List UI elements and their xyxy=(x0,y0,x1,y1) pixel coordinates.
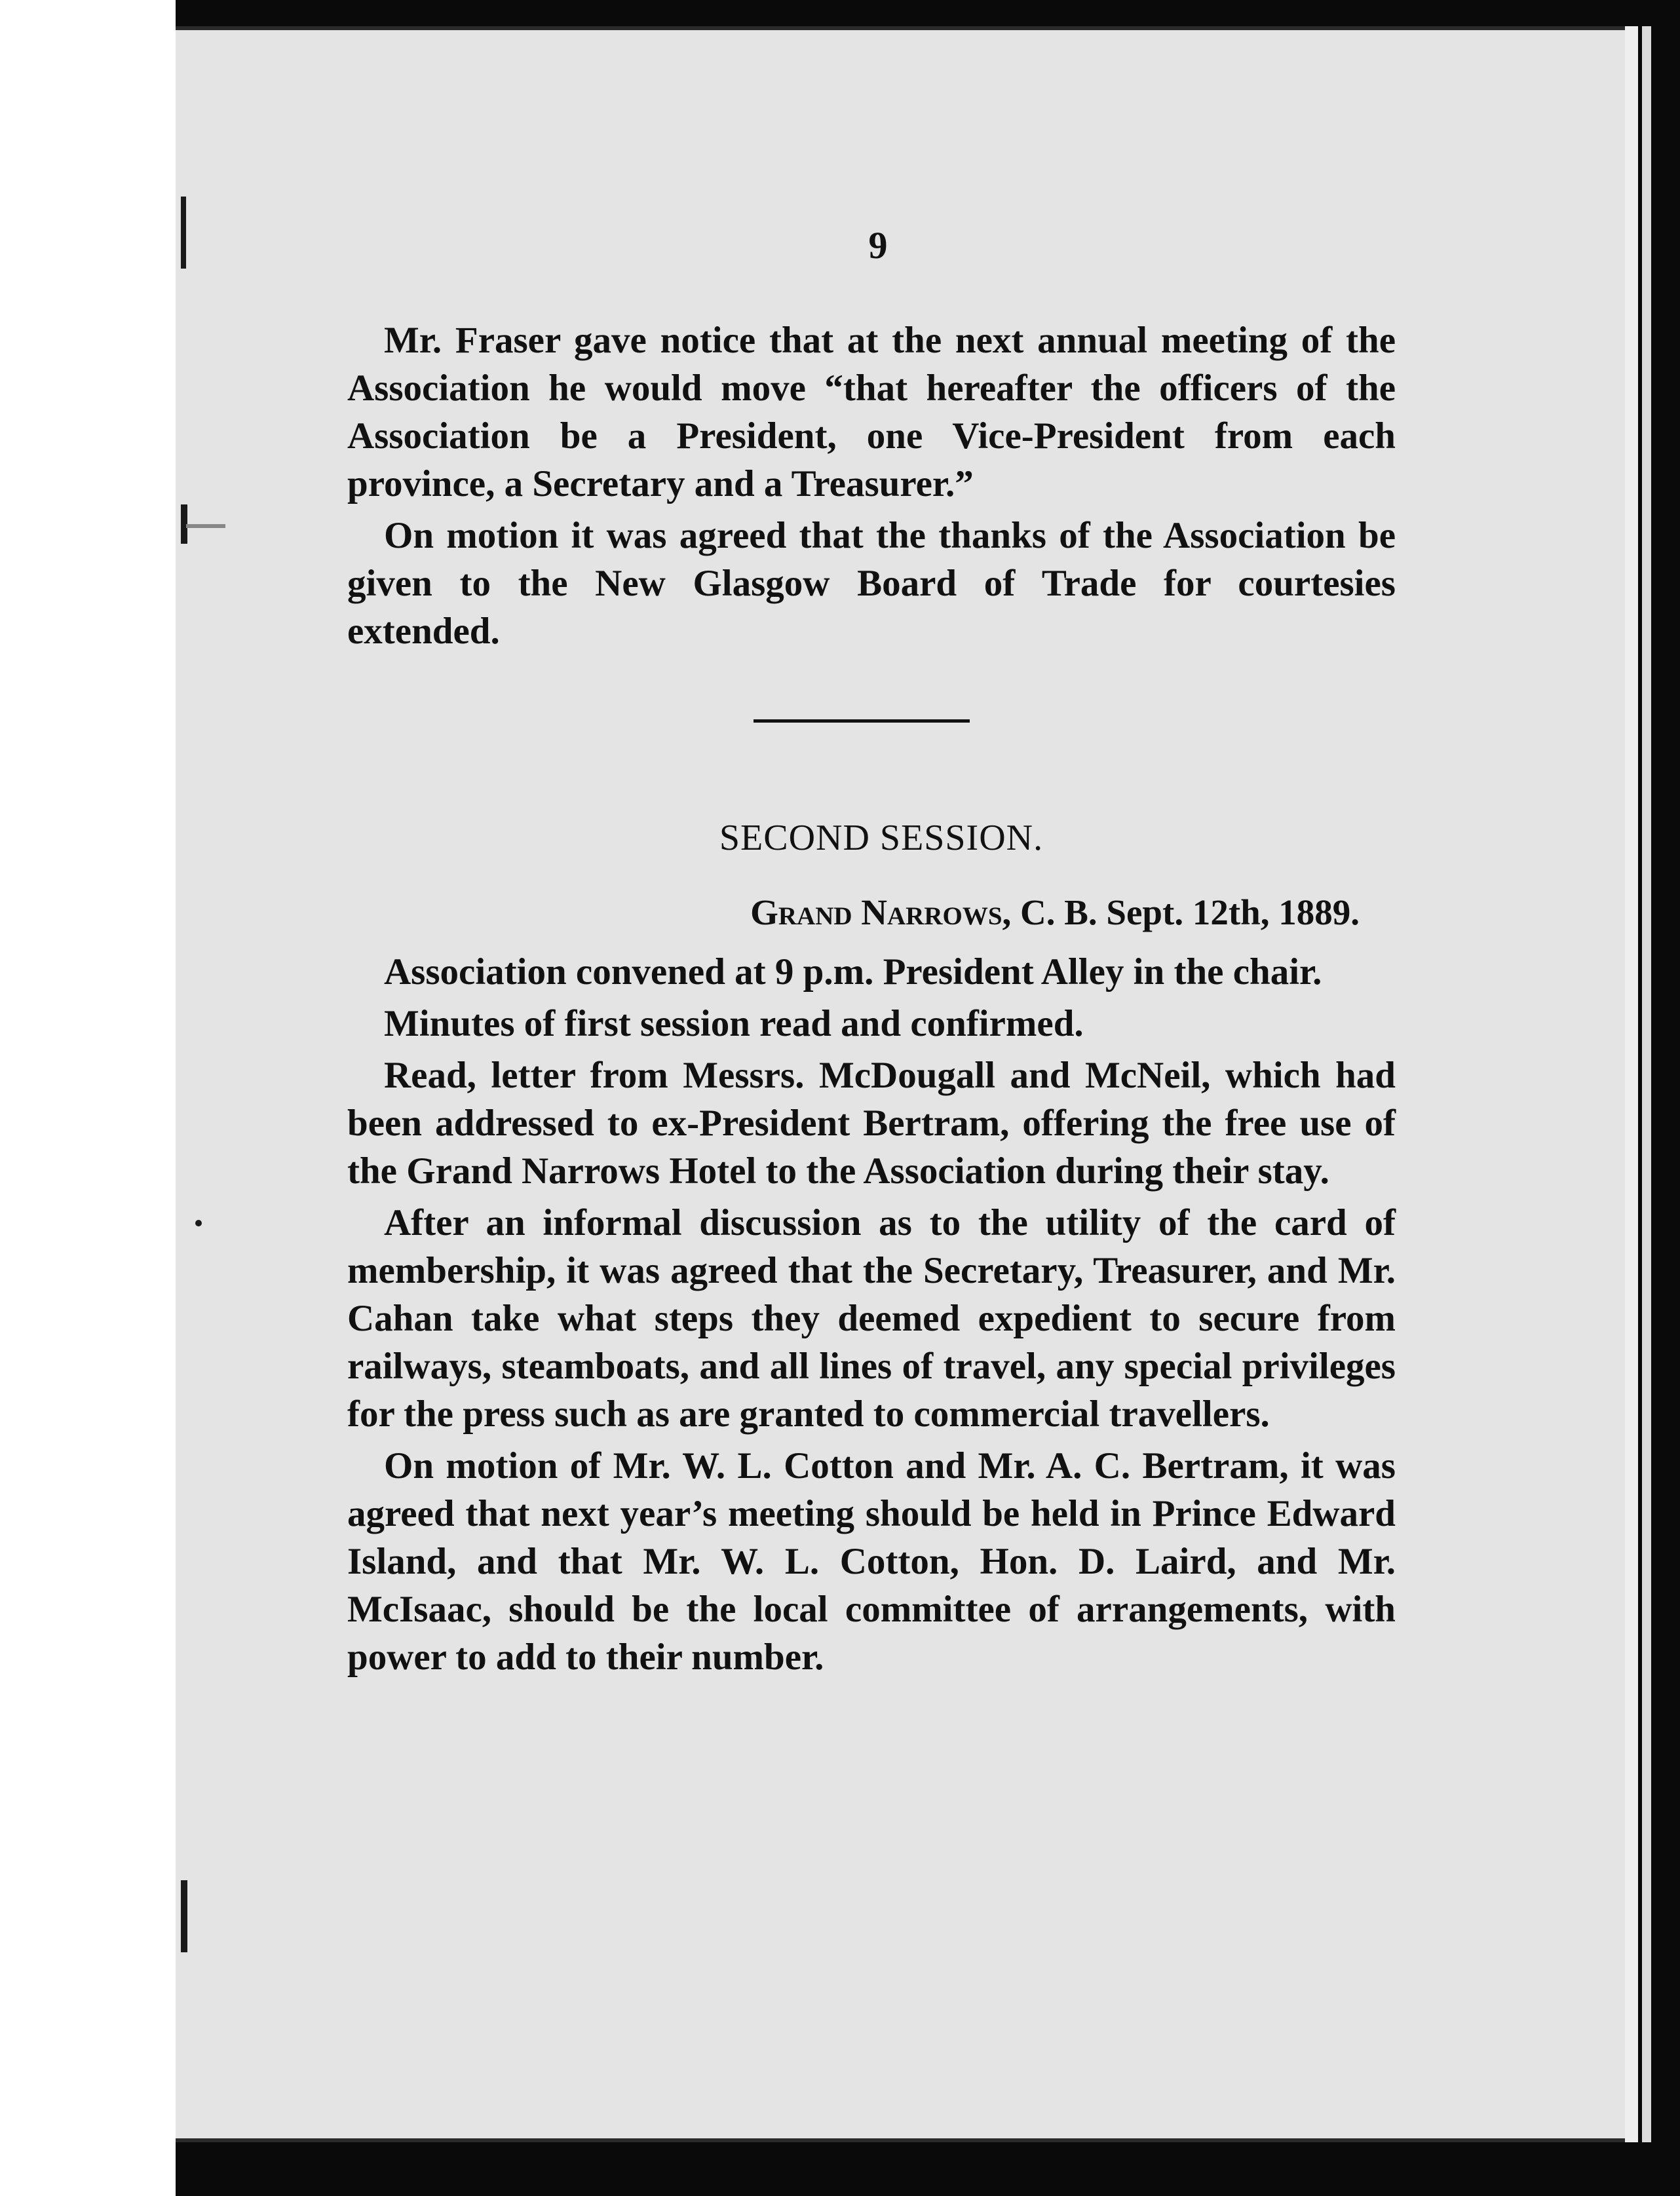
binding-mark xyxy=(181,197,186,269)
dateline-date: C. B. Sept. 12th, 1889. xyxy=(1011,892,1360,932)
paragraph: Association convened at 9 p.m. President Alley in the chair. xyxy=(384,951,1322,993)
page-text xyxy=(347,221,1396,1685)
paragraph: Minutes of first session read and confirmed. xyxy=(384,1003,1084,1044)
page-number: 9 xyxy=(868,224,888,267)
paragraph: On motion it was agreed that the thanks of the Association be given to the New Glasgow Board of Trade for courtesies extended. xyxy=(347,515,1396,652)
paragraph: After an informal discussion as to the utility of the card of membership, it was agreed that the Secretary, Treasurer, and Mr. Cahan take what steps they deemed expedient to secure from railways, steamboats, and all lines of travel, any special privileges for the press such as are granted to commercial travellers. xyxy=(347,1202,1396,1435)
section-heading: SECOND SESSION. xyxy=(719,818,1044,858)
page-edge xyxy=(1625,26,1638,2142)
paragraph: Read, letter from Messrs. McDougall and McNeil, which had been addressed to ex-President Bertram, offering the free use of the Grand Narrows Hotel to the Association during their stay. xyxy=(347,1055,1396,1192)
paragraph: Mr. Fraser gave notice that at the next annual meeting of the Association he would move “that hereafter the officers of the Association be a President, one Vice-President from each province, a Secretary and a Treasurer.” xyxy=(347,320,1396,504)
page-edge xyxy=(1642,26,1651,2142)
binding-mark xyxy=(186,524,225,528)
dateline-place: Grand Narrows, xyxy=(750,892,1012,932)
dateline xyxy=(347,888,1360,936)
left-margin-blank xyxy=(0,0,176,2196)
binding-mark xyxy=(195,1220,202,1226)
binding-mark xyxy=(181,1880,187,1952)
section-divider xyxy=(754,719,970,723)
paragraph: On motion of Mr. W. L. Cotton and Mr. A. C. Bertram, it was agreed that next year’s meeting should be held in Prince Edward Island, and that Mr. W. L. Cotton, Hon. D. Laird, and Mr. McIsaac, should be the local committee of arrangements, with power to add to their number. xyxy=(347,1445,1396,1678)
